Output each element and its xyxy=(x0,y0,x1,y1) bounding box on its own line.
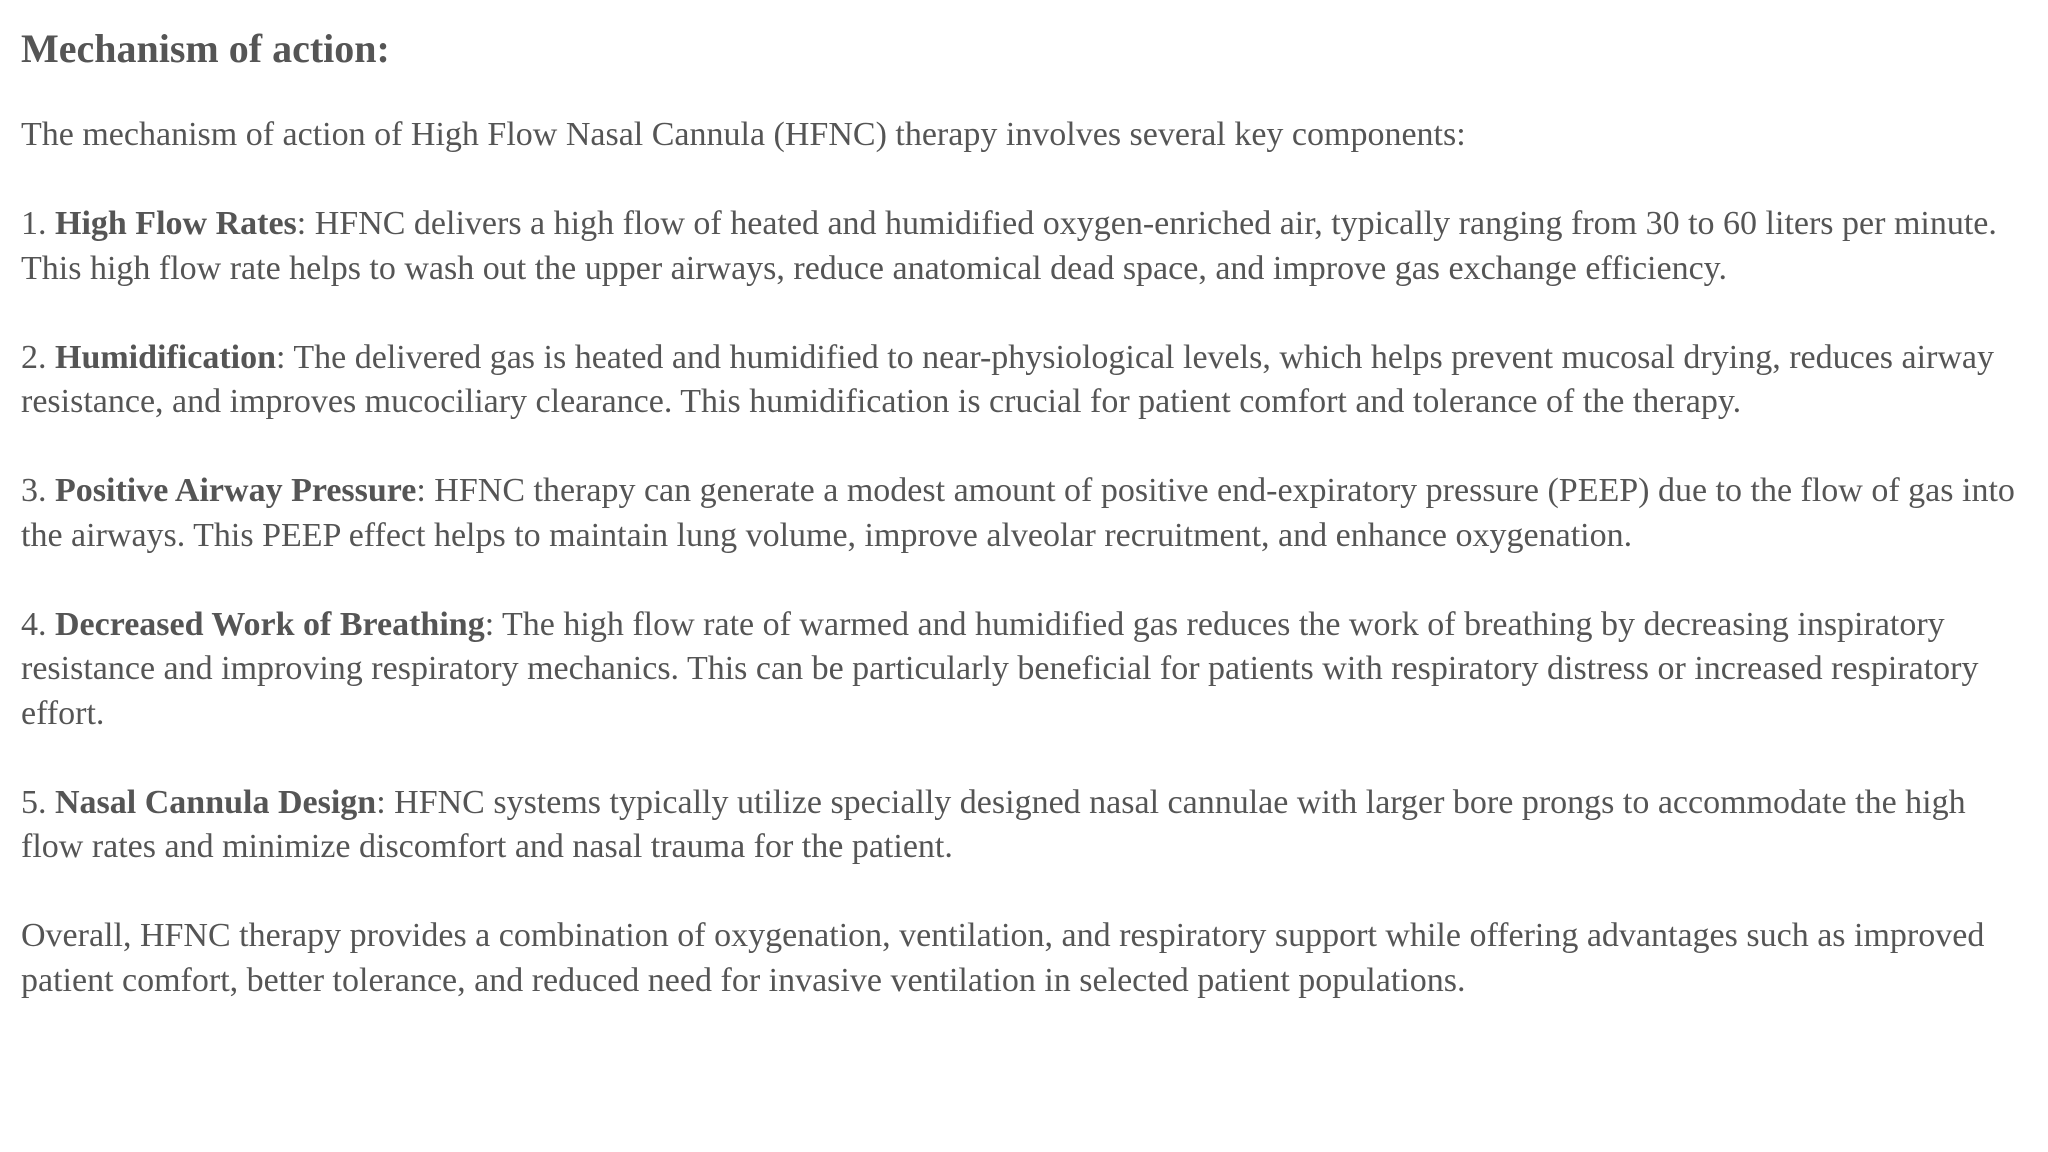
list-item-text: : The high flow rate of warmed and humidified gas reduces the work of breathing by decreasing inspiratory resistance and improving respiratory mechanics. This can be particularly beneficial for patients with respiratory distress or increased respiratory effort. xyxy=(21,605,1979,732)
list-item-number: 3. xyxy=(21,472,47,509)
list-item-decreased-work-of-breathing xyxy=(21,603,2032,737)
list-item-positive-airway-pressure xyxy=(21,469,2032,558)
list-item-number: 2. xyxy=(21,338,47,376)
list-item-number: 4. xyxy=(21,605,47,643)
list-item-number: 1. xyxy=(21,205,47,242)
list-item-number: 5. xyxy=(21,783,47,821)
list-item-term: High Flow Rates xyxy=(55,205,297,242)
list-item-text: : HFNC delivers a high flow of heated and humidified oxygen-enriched air, typically ranging from 30 to 60 liters per minute. This high flow rate helps to wash out the upper airways, reduce anatomical dead space, and improve gas exchange efficiency. xyxy=(21,205,1997,287)
list-item-text: : HFNC systems typically utilize specially designed nasal cannulae with larger bore prongs to accommodate the high flow rates and minimize discomfort and nasal trauma for the patient. xyxy=(21,783,1966,865)
list-item-high-flow-rates xyxy=(21,202,2032,291)
intro-paragraph: The mechanism of action of High Flow Nasal Cannula (HFNC) therapy involves several key components: xyxy=(21,116,1466,153)
list-item-humidification xyxy=(21,336,2032,425)
list-item-text: : HFNC therapy can generate a modest amount of positive end-expiratory pressure (PEEP) due to the flow of gas into the airways. This PEEP effect helps to maintain lung volume, improve alveolar recruitment, and enhance oxygenation. xyxy=(21,472,2015,554)
list-item-term: Decreased Work of Breathing xyxy=(55,605,485,643)
list-item-nasal-cannula-design xyxy=(21,781,2032,870)
section-heading: Mechanism of action: xyxy=(21,26,390,71)
list-item-term: Nasal Cannula Design xyxy=(55,783,377,821)
list-item-term: Positive Airway Pressure xyxy=(55,472,417,509)
conclusion-paragraph: Overall, HFNC therapy provides a combination of oxygenation, ventilation, and respiratory support while offering advantages such as improved patient comfort, better tolerance, and reduced need for invasive ventilation in selected patient populations. xyxy=(21,917,1985,999)
list-item-term: Humidification xyxy=(55,338,277,376)
list-item-text: : The delivered gas is heated and humidified to near-physiological levels, which helps prevent mucosal drying, reduces airway resistance, and improves mucociliary clearance. This humidification is crucial for patient comfort and tolerance of the therapy. xyxy=(21,338,1995,420)
